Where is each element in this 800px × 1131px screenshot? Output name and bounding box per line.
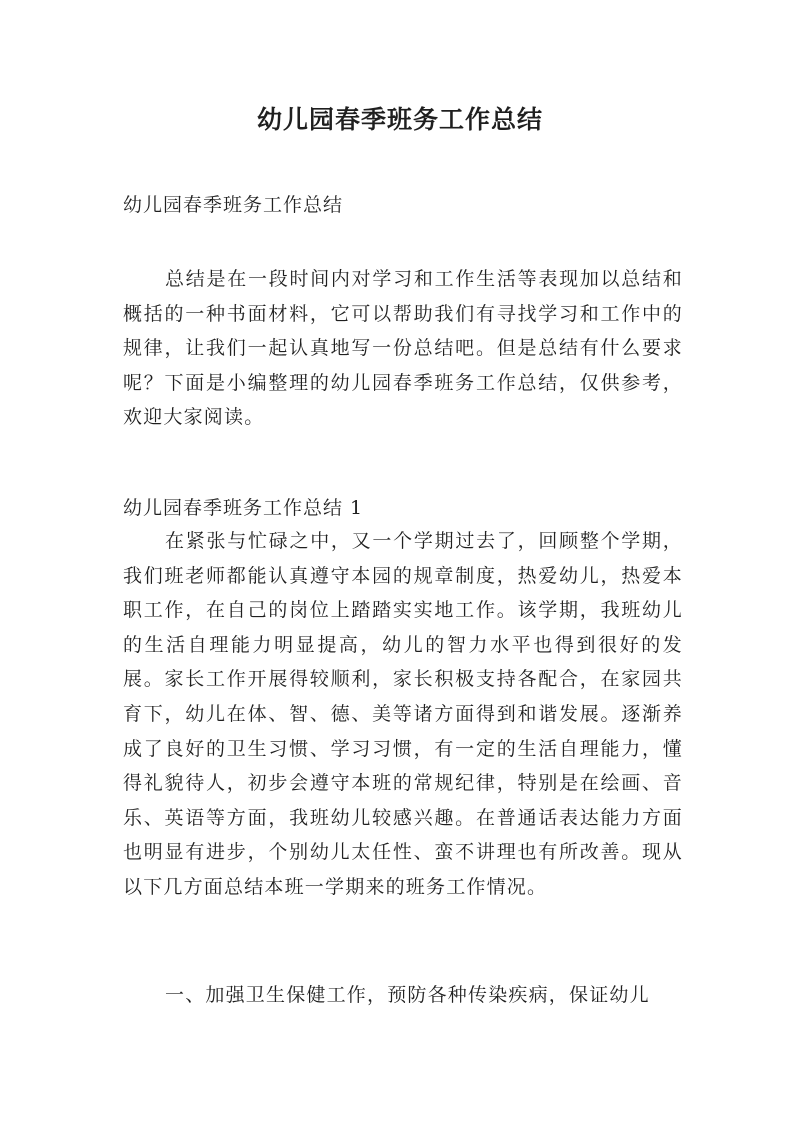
document-subtitle: 幼儿园春季班务工作总结 (123, 194, 344, 216)
item-paragraph: 一、加强卫生保健工作，预防各种传染疾病，保证幼儿 (165, 984, 650, 1006)
intro-paragraph: 总结是在一段时间内对学习和工作生活等表现加以总结和概括的一种书面材料，它可以帮助我们有寻找学习和工作中的规律，让我们一起认真地写一份总结吧。但是总结有什么要求呢？下面是小编整理的幼儿园春季班务工作总结，仅供参考，欢迎大家阅读。 (123, 268, 683, 429)
section-heading: 幼儿园春季班务工作总结 1 (123, 497, 364, 519)
document-title: 幼儿园春季班务工作总结 (256, 105, 543, 134)
section-paragraph: 在紧张与忙碌之中，又一个学期过去了，回顾整个学期，我们班老师都能认真遵守本园的规章制度，热爱幼儿，热爱本职工作，在自己的岗位上踏踏实实地工作。该学期，我班幼儿的生活自理能力明显提高，幼儿的智力水平也得到很好的发展。家长工作开展得较顺利，家长积极支持各配合，在家园共育下，幼儿在体、智、德、美等诸方面得到和谐发展。逐渐养成了良好的卫生习惯、学习习惯，有一定的生活自理能力，懂得礼貌待人，初步会遵守本班的常规纪律，特别是在绘画、音乐、英语等方面，我班幼儿较感兴趣。在普通话表达能力方面也明显有进步，个别幼儿太任性、蛮不讲理也有所改善。现从以下几方面总结本班一学期来的班务工作情况。 (123, 530, 683, 898)
